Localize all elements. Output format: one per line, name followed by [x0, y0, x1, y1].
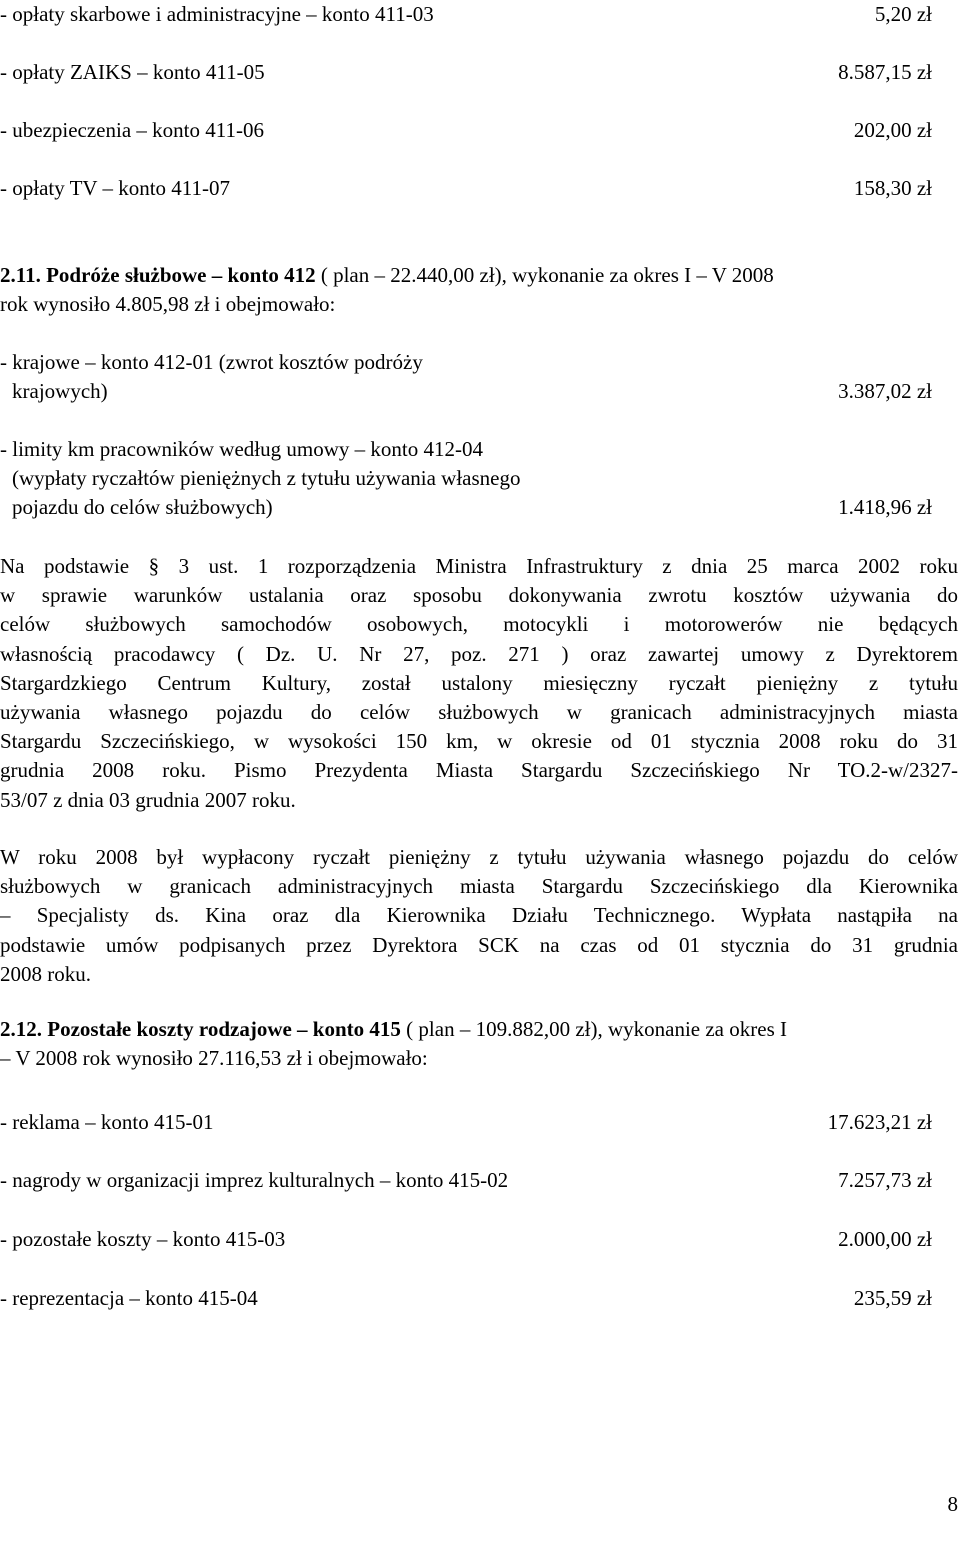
paragraph-line: 53/07 z dnia 03 grudnia 2007 roku. — [0, 787, 296, 812]
cost-item-amount: 7.257,73 zł — [838, 1168, 932, 1192]
travel-item-amount-row — [0, 493, 932, 522]
cost-item-row — [0, 0, 932, 29]
travel-item-line: krajowych) — [12, 379, 108, 403]
paragraph-line: W roku 2008 był wypłacony ryczałt pieniężny z tytułu używania własnego pojazdu do celów — [0, 845, 958, 869]
cost-item-label: - opłaty TV – konto 411-07 — [0, 176, 231, 200]
cost-item-row — [0, 58, 932, 87]
cost-item-amount: 8.587,15 zł — [838, 60, 932, 84]
section-plan-text: ( plan – 109.882,00 zł), wykonanie za okres I — [406, 1017, 787, 1041]
section-summary-line: rok wynosiło 4.805,98 zł i obejmowało: — [0, 292, 336, 316]
paragraph-line: Na podstawie § 3 ust. 1 rozporządzenia Ministra Infrastruktury z dnia 25 marca 2002 roku — [0, 554, 958, 578]
cost-item-amount: 202,00 zł — [853, 118, 932, 142]
cost-item-row — [0, 1284, 932, 1313]
travel-item-amount: 3.387,02 zł — [838, 379, 932, 403]
page-number: 8 — [947, 1492, 958, 1516]
travel-item-amount: 1.418,96 zł — [838, 495, 932, 519]
cost-item-label: - pozostałe koszty – konto 415-03 — [0, 1227, 286, 1251]
cost-item-label: - opłaty ZAIKS – konto 411-05 — [0, 60, 265, 84]
cost-item-label: - reprezentacja – konto 415-04 — [0, 1286, 258, 1310]
cost-item-label: - reklama – konto 415-01 — [0, 1110, 214, 1134]
paragraph-line: 2008 roku. — [0, 961, 91, 986]
cost-item-row — [0, 1108, 932, 1137]
paragraph-line: używania własnego pojazdu do celów służbowych w granicach administracyjnych miasta — [0, 700, 958, 724]
section-summary-line: – V 2008 rok wynosiło 27.116,53 zł i obejmowało: — [0, 1046, 428, 1070]
cost-item-amount: 235,59 zł — [853, 1286, 932, 1310]
paragraph-line: Stargardu Szczecińskiego, w wysokości 150 km, w okresie od 01 stycznia 2008 roku do 31 — [0, 729, 958, 754]
section-title: Podróże służbowe – konto 412 — [46, 263, 316, 287]
cost-item-row — [0, 116, 932, 145]
section-number: 2.11. — [0, 263, 41, 287]
travel-item-line: pojazdu do celów służbowych) — [12, 495, 273, 519]
cost-item-label: - nagrody w organizacji imprez kulturalnych – konto 415-02 — [0, 1168, 509, 1192]
cost-item-row — [0, 1166, 932, 1195]
section-number: 2.12. — [0, 1017, 42, 1041]
paragraph-line: grudnia 2008 roku. Pismo Prezydenta Miasta Stargardu Szczecińskiego Nr TO.2-w/2327- — [0, 758, 958, 783]
section-heading-2-12 — [0, 1015, 958, 1044]
cost-item-amount: 2.000,00 zł — [838, 1227, 932, 1251]
cost-item-row — [0, 174, 932, 203]
paragraph-line: Stargardzkiego Centrum Kultury, został ustalony miesięczny ryczałt pieniężny z tytułu — [0, 670, 958, 695]
paragraph-line: celów służbowych samochodów osobowych, motocykli i motorowerów nie będących — [0, 612, 958, 637]
cost-item-label: - opłaty skarbowe i administracyjne – konto 411-03 — [0, 2, 434, 26]
paragraph-line: – Specjalisty ds. Kina oraz dla Kierownika Działu Technicznego. Wypłata nastąpiła na — [0, 903, 958, 928]
section-title: Pozostałe koszty rodzajowe – konto 415 — [47, 1017, 401, 1041]
section-plan-text: ( plan – 22.440,00 zł), wykonanie za okres I – V 2008 — [320, 263, 774, 287]
travel-item-amount-row — [0, 377, 932, 406]
cost-item-amount: 17.623,21 zł — [827, 1110, 932, 1134]
section-heading-2-11 — [0, 261, 958, 290]
cost-item-amount: 5,20 zł — [874, 2, 932, 26]
paragraph-line: własnością pracodawcy ( Dz. U. Nr 27, poz. 271 ) oraz zawartej umowy z Dyrektorem — [0, 641, 958, 666]
travel-item-line: - krajowe – konto 412-01 (zwrot kosztów podróży — [0, 350, 423, 374]
paragraph-line: służbowych w granicach administracyjnych miasta Stargardu Szczecińskiego dla Kierownika — [0, 874, 958, 899]
cost-item-label: - ubezpieczenia – konto 411-06 — [0, 118, 264, 142]
travel-item-line: - limity km pracowników według umowy – konto 412-04 — [0, 437, 483, 461]
cost-item-row — [0, 1225, 932, 1254]
cost-item-amount: 158,30 zł — [853, 176, 932, 200]
paragraph-line: w sprawie warunków ustalania oraz sposobu dokonywania zwrotu kosztów używania do — [0, 583, 958, 608]
paragraph-line: podstawie umów podpisanych przez Dyrektora SCK na czas od 01 stycznia do 31 grudnia — [0, 932, 958, 957]
travel-item-line: (wypłaty ryczałtów pieniężnych z tytułu używania własnego — [12, 466, 521, 490]
